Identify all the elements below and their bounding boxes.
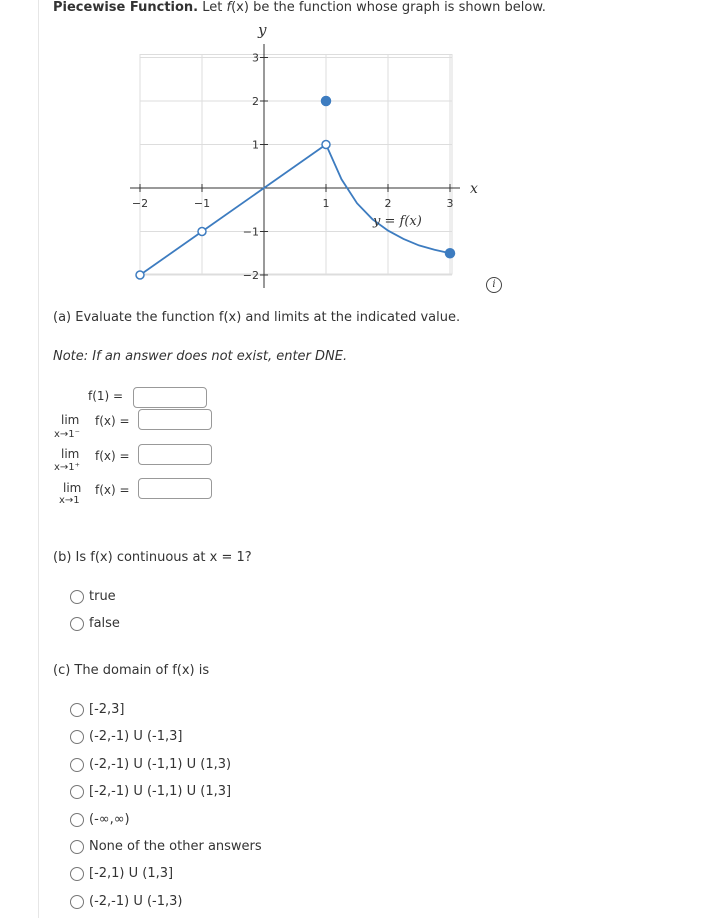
x-tick-label: 3 xyxy=(446,197,454,210)
curve-segment-1 xyxy=(140,145,326,276)
radio-circle[interactable] xyxy=(70,758,84,772)
option-label: [-2,3] xyxy=(89,702,125,717)
closed-point xyxy=(322,97,331,106)
y-tick-label: 3 xyxy=(252,51,259,65)
domain-option-3[interactable] xyxy=(70,757,231,775)
domain-option-8[interactable] xyxy=(70,894,183,912)
continuity-option-true[interactable] xyxy=(70,589,116,607)
radio-circle[interactable] xyxy=(70,590,84,604)
radio-circle[interactable] xyxy=(70,785,84,799)
domain-option-6[interactable] xyxy=(70,839,262,857)
closed-point xyxy=(446,249,455,258)
continuity-option-false[interactable] xyxy=(70,616,120,634)
part-b-label: (b) Is f(x) continuous at x = 1? xyxy=(53,550,252,565)
lim-right-input[interactable] xyxy=(138,444,212,465)
domain-option-5[interactable] xyxy=(70,812,130,830)
open-point xyxy=(136,271,144,279)
intro-f: f xyxy=(226,0,232,15)
lim-right-word: lim xyxy=(61,447,80,461)
lim-both-sub: x→1 xyxy=(59,495,80,506)
lim-both-word: lim xyxy=(63,481,82,495)
lim-left-word: lim xyxy=(61,413,80,427)
lim-both-expr: f(x) = xyxy=(95,483,130,497)
part-c-label: (c) The domain of f(x) is xyxy=(53,663,210,678)
y-tick-label: −1 xyxy=(242,225,259,239)
y-axis-label: y xyxy=(258,21,267,39)
option-label: false xyxy=(89,616,120,631)
option-label: [-2,1) U (1,3] xyxy=(89,866,174,881)
x-tick-label: −2 xyxy=(131,197,149,210)
radio-circle[interactable] xyxy=(70,730,84,744)
curve-label: y = f(x) xyxy=(373,214,422,229)
domain-option-4[interactable] xyxy=(70,784,231,802)
radio-circle[interactable] xyxy=(70,895,84,909)
domain-option-7[interactable] xyxy=(70,866,173,884)
open-point xyxy=(198,228,206,236)
option-label: (-∞,∞) xyxy=(89,812,130,827)
f1-expr: f(1) = xyxy=(88,389,124,403)
lim-right-sub: x→1⁺ xyxy=(54,462,80,473)
problem-title: Piecewise Function. xyxy=(53,0,199,15)
radio-circle[interactable] xyxy=(70,840,84,854)
x-tick-label: 2 xyxy=(384,197,392,210)
domain-option-1[interactable] xyxy=(70,702,125,720)
intro-x: (x) xyxy=(231,0,249,15)
radio-circle[interactable] xyxy=(70,867,84,881)
function-graph xyxy=(0,0,520,300)
part-a-note: Note: If an answer does not exist, enter DNE. xyxy=(53,349,348,364)
domain-option-2[interactable] xyxy=(70,729,183,747)
x-tick-label: 1 xyxy=(322,197,330,210)
x-axis-label: x xyxy=(470,181,478,197)
open-point xyxy=(322,141,330,149)
option-label: [-2,-1) U (-1,1) U (1,3] xyxy=(89,784,232,799)
part-a-label: (a) Evaluate the function f(x) and limits at the indicated value. xyxy=(53,310,461,325)
intro-post: be the function whose graph is shown below. xyxy=(248,0,546,15)
info-icon[interactable]: i xyxy=(486,277,502,293)
lim-right-expr: f(x) = xyxy=(95,449,130,463)
y-tick-label: −2 xyxy=(242,269,259,282)
lim-left-input[interactable] xyxy=(138,409,212,430)
x-tick-label: −1 xyxy=(193,197,211,210)
radio-circle[interactable] xyxy=(70,617,84,631)
f1-input[interactable] xyxy=(133,387,207,408)
intro-pre: Let xyxy=(202,0,227,15)
option-label: true xyxy=(89,589,116,604)
lim-left-sub: x→1⁻ xyxy=(54,429,80,440)
option-label: (-2,-1) U (-1,1) U (1,3) xyxy=(89,757,232,772)
option-label: (-2,-1) U (-1,3) xyxy=(89,894,183,909)
radio-circle[interactable] xyxy=(70,813,84,827)
graph-curves xyxy=(140,145,450,276)
y-tick-label: 2 xyxy=(252,95,259,108)
option-label: (-2,-1) U (-1,3] xyxy=(89,729,183,744)
radio-circle[interactable] xyxy=(70,703,84,717)
y-tick-label: 1 xyxy=(252,138,259,152)
lim-left-expr: f(x) = xyxy=(95,414,130,428)
lim-both-input[interactable] xyxy=(138,478,212,499)
option-label: None of the other answers xyxy=(89,839,262,854)
